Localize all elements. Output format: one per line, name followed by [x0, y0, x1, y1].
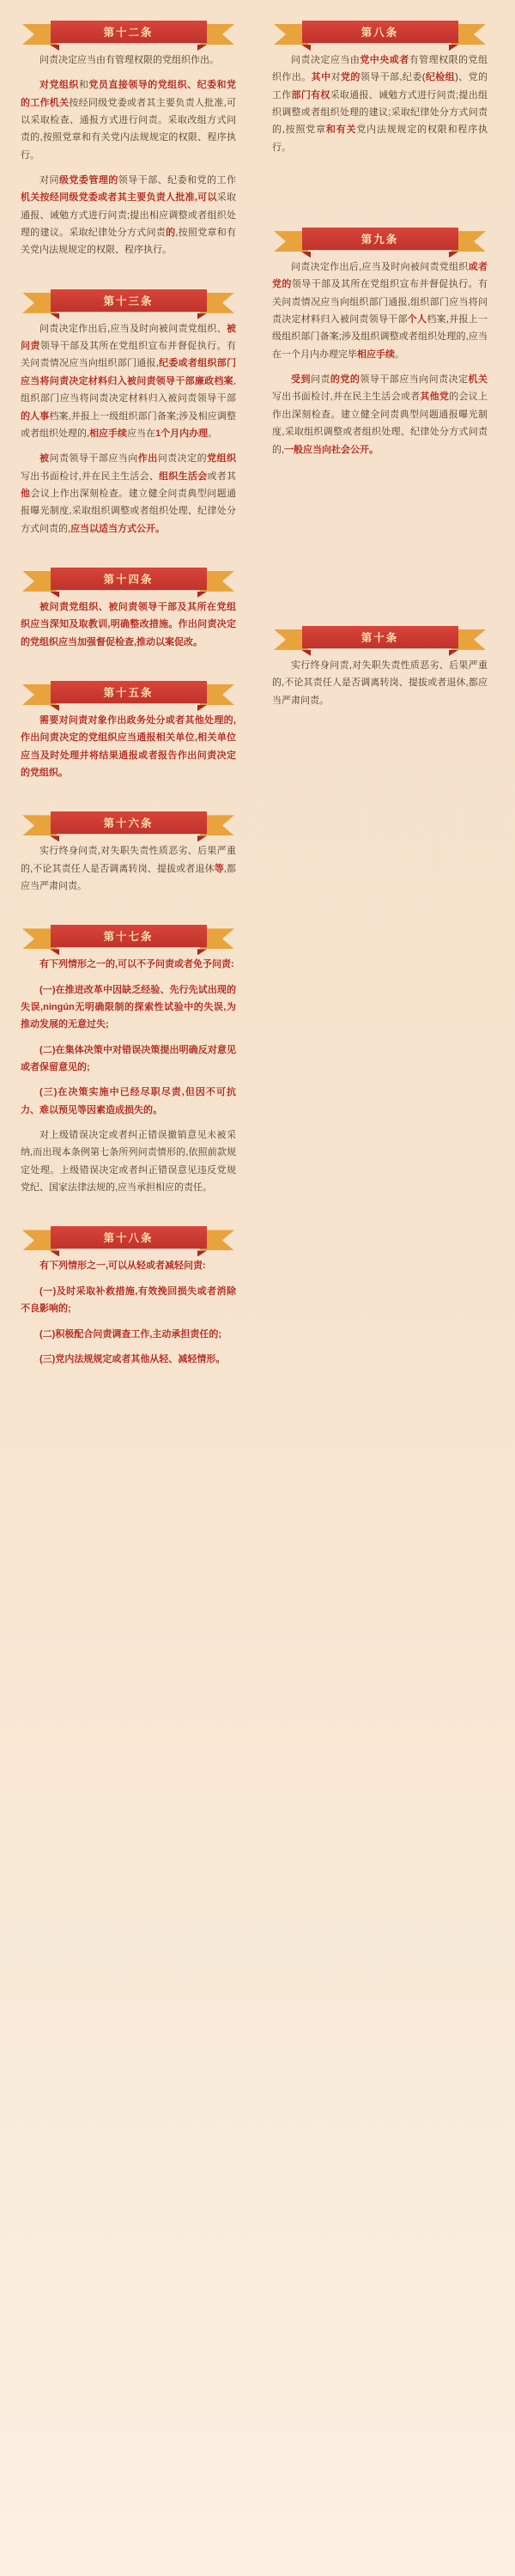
- paragraph: [21, 1283, 236, 1318]
- section-body: [260, 655, 500, 729]
- section-banner: [9, 1224, 248, 1250]
- body-text: 问责决定应当由: [291, 55, 360, 65]
- body-text: 和: [78, 80, 89, 91]
- emphasis-text: 机关: [468, 374, 488, 386]
- body-text: 领导干部应当向问责决定: [360, 374, 469, 386]
- section-banner: [260, 624, 500, 650]
- emphasis-text: 纪检组: [425, 72, 456, 83]
- section-banner-label: 第十三条: [51, 289, 207, 312]
- emphasis-text: 组织生活会: [159, 471, 208, 482]
- emphasis-text: 个人: [407, 314, 427, 325]
- body-text: 实行终身问责,对失职失责性质恶劣、后果严重的,不论其责任人是否调离转岗、提拔或者退休,都应当严肃问责。: [272, 659, 488, 706]
- emphasis-text: 应当以适当方式公开。: [70, 523, 166, 534]
- emphasis-text: (一)及时采取补救措施,有效挽回损失或者消除不良影响的;: [21, 1285, 236, 1315]
- body-text: ,都应当严肃问责。: [21, 863, 236, 891]
- emphasis-text: 纪委或者组织部门应当将问责决定材料归入被问责领导干部: [21, 358, 237, 386]
- body-text: 档案,并报上一级组织部门备案;涉及组织调整或者组织处理的,应当在一个月内办理完毕: [272, 314, 488, 360]
- section-body: [9, 50, 248, 279]
- emphasis-text: 部门有权: [291, 89, 330, 100]
- section-banner-label: 第十五条: [51, 681, 207, 703]
- emphasis-text: 作出: [137, 453, 158, 465]
- section-banner-label: 第十七条: [51, 925, 207, 947]
- emphasis-text: 党中央或者: [360, 55, 409, 65]
- paragraph: [21, 320, 236, 442]
- body-text: 。: [395, 349, 404, 360]
- section-banner-label: 第十八条: [51, 1226, 207, 1249]
- section-body: [9, 841, 248, 914]
- emphasis-text: 党组织: [207, 453, 237, 465]
- body-text: 领导干部及其所在党组织宣布并督促执行。有关问责情况应当向组织部门通报,: [21, 341, 237, 369]
- section-banner: [9, 566, 248, 592]
- section-banner-label: 第十条: [302, 626, 458, 648]
- section-body: [260, 257, 500, 478]
- paragraph: [21, 1127, 236, 1196]
- emphasis-text: 其中: [311, 72, 331, 83]
- section-banner-label: 第九条: [302, 228, 458, 250]
- paragraph: [272, 52, 488, 156]
- body-text: 问责: [310, 374, 330, 386]
- body-text: 或者其: [207, 471, 237, 482]
- body-text: 采取通报、诫勉方式进行问责;提出组织调整或者组织处理的建议;采取纪律处分方式问责的,按照党章: [272, 89, 488, 136]
- emphasis-text: 直接领导的党组织、纪委和党的工作机关: [21, 80, 237, 108]
- emphasis-text: 的人事: [21, 410, 50, 422]
- paragraph: [21, 1351, 236, 1368]
- paragraph: [21, 450, 236, 538]
- body-text: 问责决定作出后,应当及时向被问责党组织、: [39, 323, 227, 334]
- body-text: ,按照党章和有关党内法规规定的权限、程序执行。: [21, 228, 237, 256]
- section-banner-label: 第十四条: [51, 568, 207, 590]
- emphasis-text: (三)在决策实施中已经尽职尽责,但因不可抗力、难以预见等因素造成损失的。: [21, 1087, 236, 1115]
- body-text: 问责决定作出后,应当及时向被问责党组织: [291, 262, 469, 273]
- body-text: )、党的工作: [272, 72, 488, 100]
- emphasis-text: 和有关: [325, 125, 357, 136]
- body-text: 问责决定的: [157, 453, 208, 465]
- section-body: [9, 710, 248, 801]
- body-text: 对: [330, 72, 341, 83]
- body-text: 领导干部及其所在党组织宣布并督促执行。有关问责情况应当向组织部门通报,组织部门应当将问责决定材料归入被问责领导干部: [272, 279, 488, 325]
- paragraph: [21, 1084, 236, 1119]
- section-banner-label: 第十二条: [51, 21, 207, 43]
- paragraph: [272, 371, 488, 459]
- emphasis-text: 的: [166, 228, 176, 239]
- emphasis-text: 被问责: [21, 323, 236, 352]
- emphasis-text: 他: [21, 488, 31, 499]
- body-text: 写出书面检讨,并在民主生活会或者: [272, 392, 421, 403]
- paragraph: [21, 598, 236, 651]
- emphasis-text: 1个月内办理: [155, 428, 209, 439]
- body-text: 应当在: [127, 428, 156, 439]
- emphasis-text: 有下列情形之一,可以从轻或者减轻问责:: [39, 1261, 206, 1272]
- emphasis-text: (一)在推进改革中因缺乏经验、先行先试出现的失误,ningún无明确限制的探索性试验中的失误,为推动发展的无意过失;: [21, 984, 236, 1030]
- paragraph: [21, 52, 236, 69]
- body-text: 。: [208, 428, 218, 439]
- body-text: ,组织部门应当将问责决定材料归入被问责领导干部: [21, 375, 237, 404]
- emphasis-text: 一般应当向社会公开。: [284, 444, 379, 455]
- emphasis-text: 或者党的: [272, 262, 488, 290]
- emphasis-text: 其他党: [420, 392, 450, 403]
- emphasis-text: (三)党内法规规定或者其他从轻、减轻情形。: [39, 1353, 226, 1364]
- paragraph: [21, 712, 236, 781]
- paragraph: [21, 956, 236, 973]
- layout-spacer: [260, 176, 500, 217]
- body-text: 档案,并报上一级组织部门备案;涉及相应调整或者组织处理的,: [21, 410, 236, 439]
- emphasis-text: 相应手续: [89, 428, 128, 439]
- emphasis-text: 被问责党组织、被问责领导干部及其所在党组织应当深知及取教训,明确整改措施。作出问责决定的党组织应当加强督促检查,推动以案促改。: [21, 601, 236, 647]
- body-text: 按经同级党委或者其主要负责人批准,可以采取检查、通报方式进行问责。采取改组方式问责的,按照党章和有关党内法规规定的权限、程序执行。: [21, 97, 237, 161]
- emphasis-text: (二)积极配合问责调查工作,主动承担责任的;: [39, 1328, 222, 1340]
- body-text: 领导干部、纪委和党的工作: [118, 175, 237, 186]
- body-text: 问责决定应当由有管理权限的党组织作出。: [39, 55, 219, 65]
- body-text: 对上级错误决定或者纠正错误撤销意见未被采纳,而出现本条例第七条所列问责情形的,依照前款规定处理。上级错误决定或者纠正错误意见违反党规党纪、国家法律法规的,应当承担相应的责任。: [21, 1130, 236, 1194]
- paragraph: [21, 1326, 236, 1343]
- body-text: 采取通报、诫勉方式进行问责;提出相应调整或者组织处理的建议。采取纪律处分方式问责: [21, 192, 237, 239]
- emphasis-text: 相应手续: [357, 349, 395, 360]
- section-banner-label: 第八条: [302, 21, 458, 43]
- emphasis-text: 对党组织: [39, 80, 79, 91]
- layout-spacer: [260, 478, 500, 616]
- right-column: [260, 10, 500, 729]
- emphasis-text: 有下列情形之一的,可以不予问责或者免予问责:: [39, 959, 234, 970]
- paragraph: [272, 258, 488, 363]
- two-column-layout: [9, 10, 506, 1388]
- body-text: 问责领导干部应当向: [49, 453, 138, 465]
- emphasis-text: 的党的: [330, 374, 360, 386]
- section-banner: [260, 226, 500, 252]
- section-body: [9, 954, 248, 1216]
- emphasis-text: 被: [39, 453, 50, 465]
- paragraph: [21, 76, 236, 164]
- body-text: 有管理权限的党组织作出。: [272, 55, 488, 83]
- section-body: [9, 1255, 248, 1388]
- paragraph: [272, 657, 488, 709]
- section-body: [9, 597, 248, 671]
- section-body: [260, 50, 500, 176]
- body-text: 领导干部,纪委(: [360, 72, 426, 83]
- section-banner: [9, 679, 248, 705]
- section-banner-label: 第十六条: [51, 811, 207, 834]
- emphasis-text: 等: [214, 863, 224, 874]
- body-text: 党内法规规定的权限和程序执行。: [272, 125, 488, 153]
- emphasis-text: 需要对问责对象作出政务处分或者其他处理的,作出问责决定的党组织应当通报相关单位,相关单位应当及时处理并将结果通报或者报告作出问责决定的党组织。: [21, 714, 236, 778]
- section-body: [9, 319, 248, 557]
- body-text: 实行终身问责,对失职失责性质恶劣、后果严重的,不论其责任人是否调离转岗、提拔或者退休: [21, 846, 236, 874]
- section-banner: [9, 810, 248, 835]
- left-column: [9, 10, 248, 1388]
- body-text: 写出书面检讨,并在民主生活会、: [21, 471, 160, 482]
- section-banner: [9, 288, 248, 313]
- paragraph: [21, 981, 236, 1034]
- section-banner: [9, 923, 248, 949]
- emphasis-text: 党的: [340, 72, 360, 83]
- body-text: 对同: [39, 175, 59, 186]
- section-banner: [260, 19, 500, 45]
- emphasis-text: 党员: [88, 80, 109, 91]
- emphasis-text: (二)在集体决策中对错误决策提出明确反对意见或者保留意见的;: [21, 1044, 236, 1073]
- paragraph: [21, 1257, 236, 1274]
- emphasis-text: 机关按经同级党委或者其主要负责人批准,可以: [21, 192, 217, 204]
- emphasis-text: 廉政档案: [194, 375, 233, 386]
- section-banner: [9, 19, 248, 45]
- paragraph: [21, 842, 236, 895]
- emphasis-text: 级党委管理的: [58, 175, 118, 186]
- body-text: 的会议上作出深刻检查。建立健全问责典型问题通报曝光制度,采取组织调整或者组织处理、纪律处分方式问责的,: [272, 392, 488, 455]
- emphasis-text: 受到: [291, 374, 311, 386]
- paragraph: [21, 1042, 236, 1077]
- paragraph: [21, 172, 236, 259]
- body-text: 会议上作出深刻检查。建立健全问责典型问题通报曝光制度,采取组织调整或者组织处理、纪律处分方式问责的,: [21, 488, 237, 534]
